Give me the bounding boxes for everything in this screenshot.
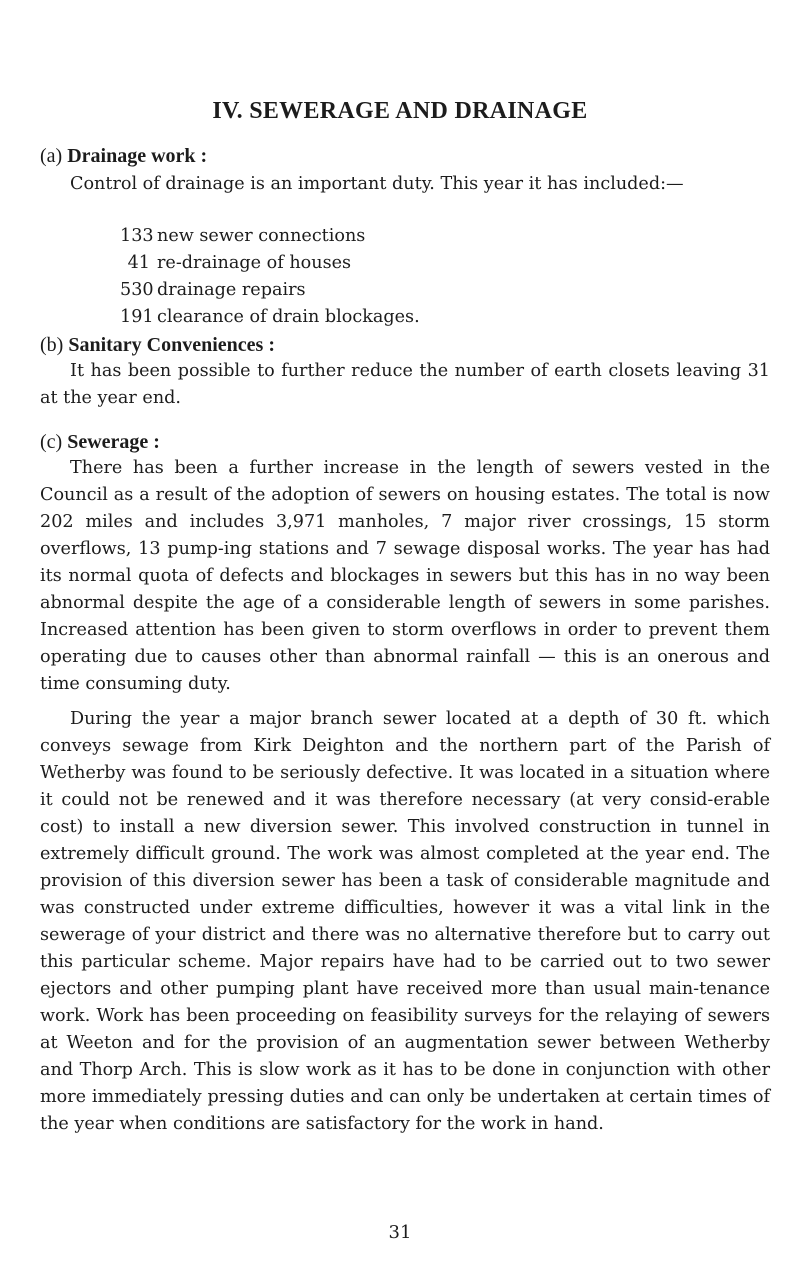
section-a-label: (a) — [40, 145, 63, 167]
section-b-label: (b) — [40, 334, 64, 356]
section-c-label: (c) — [40, 431, 63, 453]
list-item: 530 drainage repairs — [120, 280, 306, 300]
section-c-paragraph-1: There has been a further increase in the length of sewers vested in the Council as a result of the adoption of sewers on housing estates. The total is now 202 miles and includes 3,971 manholes, 7 major river crossings, 15 storm overflows, 13 pump-ing stations and 7 sewage disposal works. The year has had its normal quota of defects and blockages in sewers but this has in no way been abnormal despite the age of a considerable length of sewers in some parishes. Increased attention has been given to storm overflows in order to prevent them operating due to causes other than abnormal rainfall — this is an onerous and time consuming duty. — [40, 458, 770, 694]
section-b-heading — [40, 331, 770, 359]
list-item: 41 re-drainage of houses — [127, 253, 352, 273]
section-b — [40, 331, 770, 412]
section-c-title: Sewerage : — [67, 431, 160, 453]
section-a-title: Drainage work : — [67, 145, 208, 167]
section-a-heading — [40, 142, 770, 170]
page-number: 31 — [388, 1222, 412, 1243]
drainage-work-list — [120, 223, 420, 331]
section-c — [40, 428, 770, 1138]
section-b-body: It has been possible to further reduce the number of earth closets leaving 31 at the year end. — [40, 361, 770, 408]
list-item: 133 new sewer connections — [120, 226, 366, 246]
section-c-heading — [40, 428, 770, 456]
section-b-title: Sanitary Conveniences : — [68, 334, 275, 356]
section-a — [40, 142, 770, 198]
section-a-intro: Control of drainage is an important duty. This year it has included:— — [70, 174, 684, 194]
list-item: 191 clearance of drain blockages. — [120, 307, 420, 327]
page-title: IV. SEWERAGE AND DRAINAGE — [212, 98, 588, 124]
section-c-paragraph-2: During the year a major branch sewer located at a depth of 30 ft. which conveys sewage from Kirk Deighton and the northern part of the Parish of Wetherby was found to be seriously defective. It was located in a situation where it could not be renewed and it was therefore necessary (at very consid-erable cost) to install a new diversion sewer. This involved construction in tunnel in extremely difficult ground. The work was almost completed at the year end. The provision of this diversion sewer has been a task of considerable magnitude and was constructed under extreme difficulties, however it was a vital link in the sewerage of your district and there was no alternative therefore but to carry out this particular scheme. Major repairs have had to be carried out to two sewer ejectors and other pumping plant have received more than usual main-tenance work. Work has been proceeding on feasibility surveys for the relaying of sewers at Weeton and for the provision of an augmentation sewer between Wetherby and Thorp Arch. This is slow work as it has to be done in conjunction with other more immediately pressing duties and can only be undertaken at certain times of the year when conditions are satisfactory for the work in hand. — [40, 709, 770, 1134]
